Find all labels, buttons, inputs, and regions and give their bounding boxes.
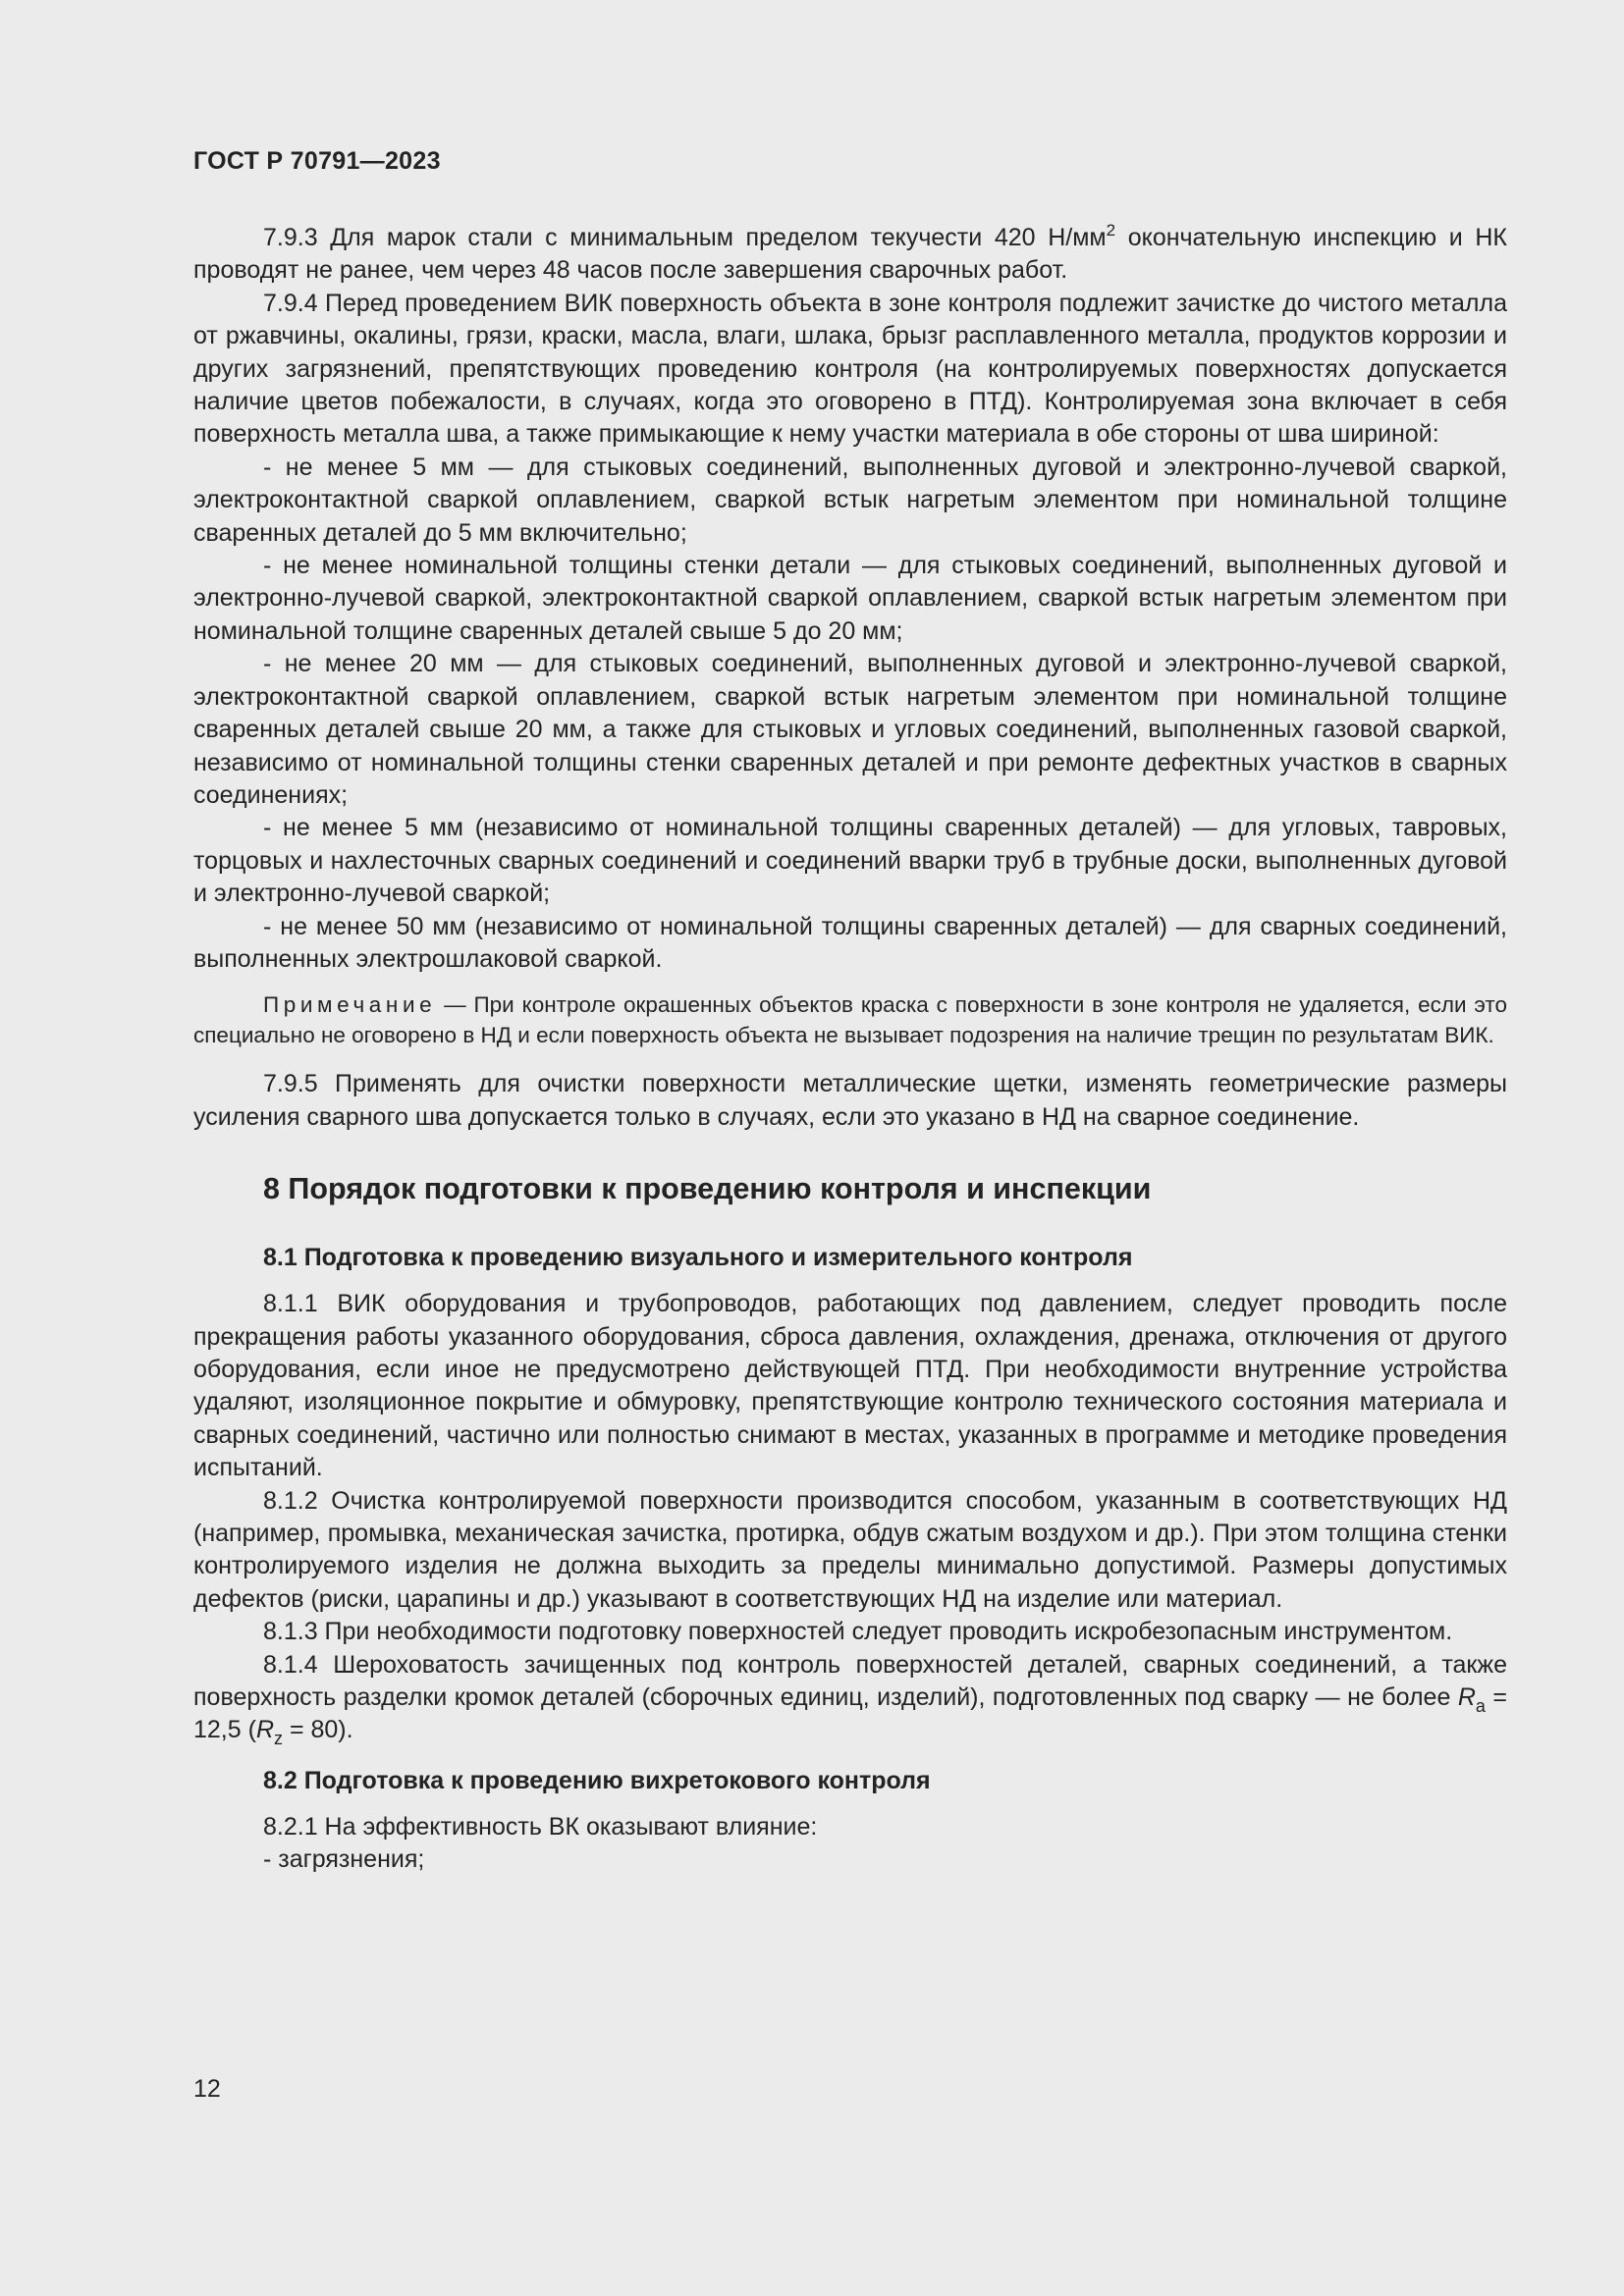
- document-header: ГОСТ Р 70791—2023: [193, 147, 441, 175]
- list-item: - не менее номинальной толщины стенки детали — для стыковых соединений, выполненных дуговой и электронно-лучевой сваркой, электроконтактной сваркой оплавлением, сваркой встык нагретым элементом при номинальной толщине сваренных деталей свыше 5 до 20 мм;: [193, 552, 1507, 645]
- note-label: Примечание: [263, 992, 437, 1018]
- subscript: z: [274, 1729, 283, 1749]
- list-item: - не менее 5 мм — для стыковых соединений, выполненных дуговой и электронно-лучевой сваркой, электроконтактной сваркой оплавлением, сваркой встык нагретым элементом при номинальной толщине сваренных деталей до 5 мм включительно;: [193, 453, 1507, 547]
- paragraph-8-1-4: [193, 1649, 1507, 1747]
- paragraph-text: = 80).: [283, 1716, 353, 1744]
- paragraph-8-1-1: 8.1.1 ВИК оборудования и трубопроводов, работающих под давлением, следует проводить после прекращения работы указанного оборудования, сброса давления, охлаждения, дренажа, отключения от другого оборудования, если иное не предусмотрено действующей ПТД. При необходимости внутренние устройства удаляют, изоляционное покрытие и обмуровку, препятствующие контролю технического состояния материала и сварных соединений, частично или полностью снимают в местах, указанных в программе и методике проведения испытаний.: [193, 1290, 1507, 1482]
- paragraph-text: окончательную инспекцию и НК проводят не ранее, чем через 48 часов после завершения сварочных работ.: [193, 224, 1507, 285]
- paragraph-8-2-1: 8.2.1 На эффективность ВК оказывают влияние:: [263, 1812, 818, 1841]
- page-content: [193, 222, 1507, 1877]
- paragraph-text: 8.1.4 Шероховатость зачищенных под контроль поверхностей деталей, сварных соединений, а также поверхность разделки кромок деталей (сборочных единиц, изделий), подготовленных под сварку — не более: [193, 1650, 1507, 1712]
- section-8-1-heading: 8.1 Подготовка к проведению визуального и измерительного контроля: [263, 1244, 1133, 1272]
- note-text: — При контроле окрашенных объектов краска с поверхности в зоне контроля не удаляется, если это специально не оговорено в НД и если поверхность объекта не вызывает подозрения на наличие трещин по результатам ВИК.: [193, 992, 1507, 1047]
- paragraph-8-1-3: 8.1.3 При необходимости подготовку поверхностей следует проводить искробезопасным инструментом.: [263, 1618, 1453, 1646]
- paragraph-text: = 12,5 (: [193, 1683, 1507, 1744]
- list-item: - не менее 5 мм (независимо от номинальной толщины сваренных деталей) — для угловых, тавровых, торцовых и нахлесточных сварных соединений и соединений вварки труб в трубные доски, выполненных дуговой и электронно-лучевой сваркой;: [193, 814, 1507, 908]
- page-number: 12: [193, 2075, 221, 2103]
- note: [193, 990, 1507, 1050]
- paragraph-text: 7.9.3 Для марок стали с минимальным пределом текучести 420 Н/мм: [263, 224, 1107, 251]
- subscript: a: [1475, 1696, 1486, 1717]
- paragraph-7-9-4: 7.9.4 Перед проведением ВИК поверхность объекта в зоне контроля подлежит зачистке до чистого металла от ржавчины, окалины, грязи, краски, масла, влаги, шлака, брызг расплавленного металла, продуктов коррозии и других загрязнений, препятствующих проведению контроля (на контролируемых поверхностях допускается наличие цветов побежалости, в случаях, когда это оговорено в ПТД). Контролируемая зона включает в себя поверхность металла шва, а также примыкающие к нему участки материала в обе стороны от шва шириной:: [193, 289, 1507, 449]
- list-item: - не менее 50 мм (независимо от номинальной толщины сваренных деталей) — для сварных соединений, выполненных электрошлаковой сваркой.: [193, 912, 1507, 973]
- section-8-2-heading: 8.2 Подготовка к проведению вихретокового контроля: [263, 1766, 931, 1794]
- paragraph-7-9-5: 7.9.5 Применять для очистки поверхности металлические щетки, изменять геометрические размеры усиления сварного шва допускается только в случаях, если это указано в НД на сварное соединение.: [193, 1070, 1507, 1131]
- symbol-ra: R: [1457, 1683, 1476, 1712]
- paragraph-7-9-3: [193, 222, 1507, 288]
- list-item: - загрязнения;: [263, 1845, 425, 1874]
- superscript: 2: [1106, 221, 1116, 240]
- symbol-rz: R: [255, 1716, 274, 1744]
- paragraph-8-1-2: 8.1.2 Очистка контролируемой поверхности производится способом, указанным в соответствующих НД (например, промывка, механическая зачистка, протирка, обдув сжатым воздухом и др.). При этом толщина стенки контролируемого изделия не должна выходить за пределы минимально допустимой. Размеры допустимых дефектов (риски, царапины и др.) указывают в соответствующих НД на изделие или материал.: [193, 1486, 1507, 1613]
- section-8-heading: 8 Порядок подготовки к проведению контроля и инспекции: [263, 1172, 1152, 1206]
- list-item: - не менее 20 мм — для стыковых соединений, выполненных дуговой и электронно-лучевой сваркой, электроконтактной сваркой оплавлением, сваркой встык нагретым элементом при номинальной толщине сваренных деталей свыше 20 мм, а также для стыковых и угловых соединений, выполненных газовой сваркой, независимо от номинальной толщины стенки сваренных деталей и при ремонте дефектных участков в сварных соединениях;: [193, 650, 1507, 809]
